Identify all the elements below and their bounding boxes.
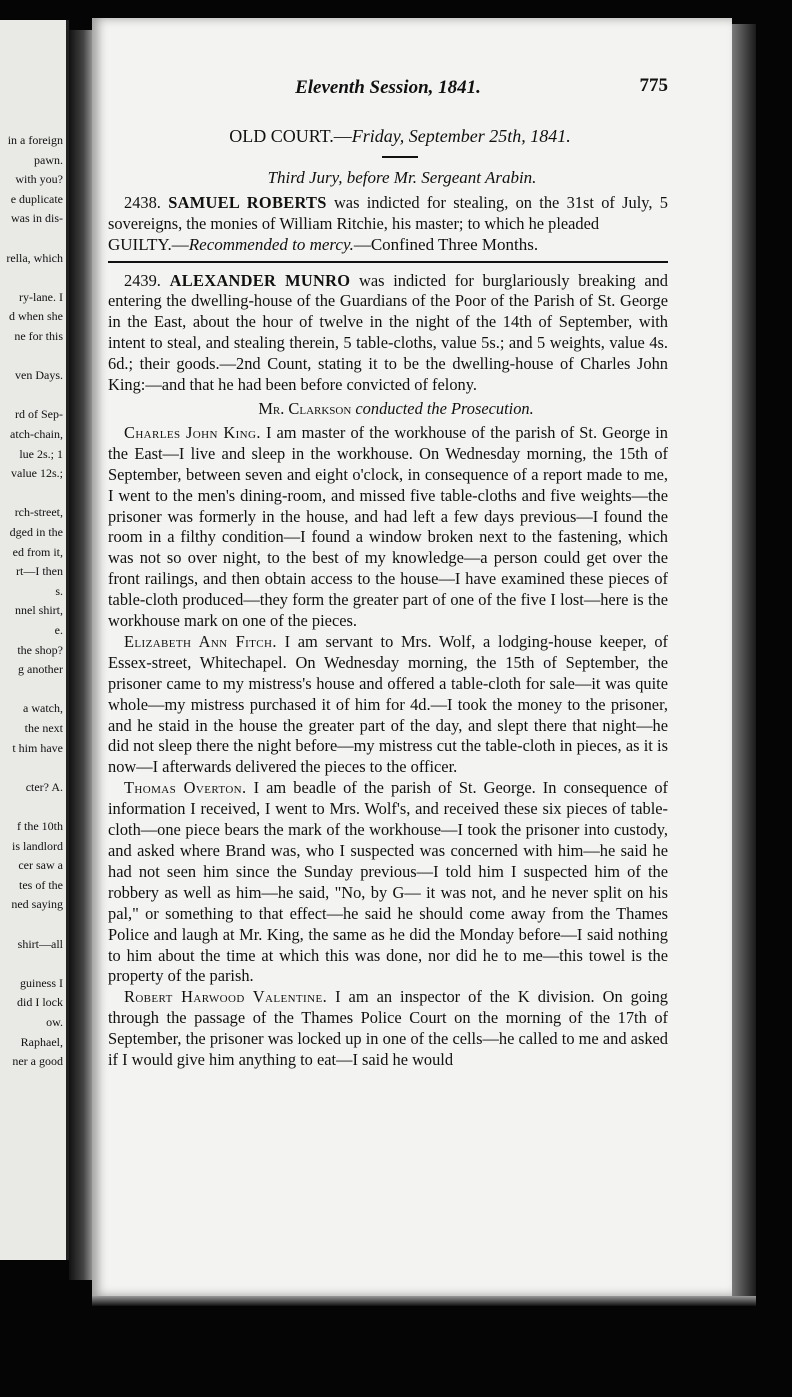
case-indictment: was indicted for burglariously breaking and entering the dwelling-house of the Guardians of the Poor of the Parish of St. George in the East, about the hour of twelve in the night of the 14th of September, with intent to steal, and stealing therein, 5 table-cloths, value 5s.; and 5 weights, value 4s. 6d.; their goods.—2nd Count, stating it to be the dwelling-house of Charles John King:—and that he had been before convicted of felony. bbox=[108, 270, 668, 395]
case-number: 2438. bbox=[124, 192, 161, 212]
defendant-name: SAMUEL ROBERTS bbox=[168, 192, 327, 212]
short-divider bbox=[382, 156, 418, 158]
case-2438-paragraph bbox=[108, 193, 668, 235]
page-bottom-edge bbox=[92, 1296, 756, 1306]
court-name: OLD COURT.— bbox=[229, 126, 352, 146]
left-page-fragment: Raphael, bbox=[20, 1034, 63, 1049]
left-page-fragment: the next bbox=[24, 721, 63, 735]
case-divider bbox=[108, 261, 668, 263]
court-title bbox=[108, 126, 668, 147]
jury-heading: Third Jury, before Mr. Sergeant Arabin. bbox=[267, 167, 537, 187]
court-date: Friday, September 25th, 1841. bbox=[351, 126, 571, 146]
case-2438-verdict bbox=[108, 235, 668, 256]
left-page-fragment: d when she bbox=[9, 309, 63, 324]
left-page-fragment: f the 10th bbox=[17, 819, 63, 833]
left-page-fragment: ner a good bbox=[12, 1054, 63, 1069]
left-page-fragment: pawn. bbox=[34, 152, 63, 167]
left-facing-page bbox=[0, 20, 69, 1260]
left-page-fragment: lue 2s.; 1 bbox=[19, 446, 63, 461]
testimony-text: I am master of the workhouse of the parish of St. George in the East—I live and sleep in the workhouse. On Wednesday morning, the 15th of September, between seven and eight o'clock, in consequence of a report made to me, I went to the men's dining-room, and missed five table-cloths and five weights—the prisoner was formerly in the house, and had left a few days previous—I found the room in a filthy condition—I found a window broken next to the fastening, which was not so over night, to the best of my knowledge—a person could get over the front railings, and then obtain access to the house—I have examined these pieces of table-cloth produced—they form the greater part of one of the five I lost—here is the workhouse mark on one of the pieces. bbox=[108, 422, 668, 631]
witness-name: Robert Harwood Valentine. bbox=[124, 987, 328, 1007]
left-page-fragment: was in dis- bbox=[11, 211, 63, 226]
left-page-fragment: ven Days. bbox=[15, 368, 63, 383]
testimony-text: I am servant to Mrs. Wolf, a lodging-house keeper, of Essex-street, Whitechapel. On Wednesday morning, the 15th of September, the prisoner came to my mistress's house and offered a table-cloth for sale—it was quite whole—my mistress purchased it of him for 4d.—I took the money to the prisoner, and he staid in the house the greater part of the day, and slept there that night—he did not sleep there the night before—my mistress cut the table-cloth in pieces, as it is now—I afterwards delivered the pieces to the officer. bbox=[108, 631, 668, 777]
left-page-fragment: ry-lane. I bbox=[19, 289, 63, 304]
left-page-fragment: did I lock bbox=[17, 995, 63, 1010]
left-page-fragment: the shop? bbox=[17, 642, 63, 657]
testimony-paragraph bbox=[108, 632, 668, 778]
witness-name: Elizabeth Ann Fitch. bbox=[124, 631, 277, 651]
left-page-fragment: e. bbox=[54, 623, 63, 637]
left-page-fragment: rch-street, bbox=[14, 505, 63, 520]
left-page-fragment: shirt—all bbox=[17, 936, 63, 951]
left-page-fragment: value 12s.; bbox=[11, 466, 63, 481]
left-page-fragment: t him have bbox=[12, 740, 63, 755]
prosecution-line bbox=[108, 399, 668, 420]
prosecution-counsel: Mr. Clarkson bbox=[258, 398, 352, 418]
left-page-fragment: e duplicate bbox=[10, 191, 63, 206]
left-page-fragment: cter? A. bbox=[25, 779, 63, 794]
left-page-fragment: cer saw a bbox=[18, 858, 63, 873]
defendant-name: ALEXANDER MUNRO bbox=[169, 270, 351, 290]
left-page-fragment: with you? bbox=[15, 172, 63, 187]
testimony-text: I am an inspector of the K division. On going through the passage of the Thames Police Court on the morning of the 17th of September, the prisoner was locked up in one of the cells—he called to me and asked if I would give him anything to eat—I said he would bbox=[108, 987, 668, 1070]
testimony-text: I am beadle of the parish of St. George. In consequence of information I received, I went to Mrs. Wolf's, and received these six pieces of table-cloth—one piece bears the mark of the workhouse—I took the prisoner into custody, and asked where Brand was, who I suspected was concerned with him—he said he had not seen him since the Sunday previous—I told him I suspected him of the robbery as well as him—he said, "No, by G— it was not, and he never split on his pal," or something to that effect—he said he should come away from the Thames Police and laugh at Mr. King, the same as he did the Monday before—I said nothing to him about the time at which this was done, nor did he to me—this towel is the property of the parish. bbox=[108, 778, 668, 986]
left-page-fragment: s. bbox=[55, 583, 63, 598]
page-text-block bbox=[108, 74, 668, 1071]
left-page-fragment: is landlord bbox=[12, 838, 63, 853]
left-page-fragment: tes of the bbox=[19, 877, 63, 892]
verdict-recommendation: Recommended to mercy. bbox=[188, 234, 354, 254]
left-page-fragment: a watch, bbox=[23, 701, 63, 716]
witness-name: Thomas Overton. bbox=[124, 778, 247, 798]
book-gutter bbox=[69, 30, 93, 1280]
testimony-paragraph bbox=[108, 778, 668, 987]
case-text: was indicted for stealing, on the 31st of July, 5 sovereigns, the monies of William Ritchie, his master; to which he pleaded bbox=[108, 192, 668, 233]
witness-name: Charles John King. bbox=[124, 422, 261, 442]
left-page-fragment: guiness I bbox=[20, 975, 63, 990]
left-page-fragment: ed from it, bbox=[12, 544, 63, 559]
left-page-fragment: in a foreign bbox=[7, 133, 63, 147]
case-2439-paragraph bbox=[108, 271, 668, 396]
verdict-guilty: GUILTY.— bbox=[108, 234, 189, 254]
left-page-fragment: nnel shirt, bbox=[15, 603, 63, 618]
left-page-fragment: ow. bbox=[46, 1015, 63, 1029]
left-page-fragment: ned saying bbox=[11, 897, 63, 912]
verdict-sentence: —Confined Three Months. bbox=[353, 234, 539, 254]
left-page-fragment: ne for this bbox=[14, 329, 63, 343]
prosecution-text: conducted the Prosecution. bbox=[351, 398, 534, 418]
left-page-fragment: rella, which bbox=[6, 250, 63, 265]
left-page-fragment: rd of Sep- bbox=[15, 407, 63, 422]
testimony-paragraph bbox=[108, 423, 668, 632]
left-page-fragment: atch-chain, bbox=[10, 427, 63, 441]
testimony-paragraph bbox=[108, 987, 668, 1071]
left-page-fragment: rt—I then bbox=[16, 564, 63, 579]
page-header bbox=[108, 74, 668, 106]
case-number: 2439. bbox=[124, 270, 161, 290]
left-page-fragment: g another bbox=[18, 662, 63, 677]
page-number: 775 bbox=[639, 75, 668, 96]
page-edge-shadow bbox=[732, 24, 756, 1296]
left-page-fragment: dged in the bbox=[9, 525, 63, 539]
running-title: Eleventh Session, 1841. bbox=[295, 77, 481, 98]
